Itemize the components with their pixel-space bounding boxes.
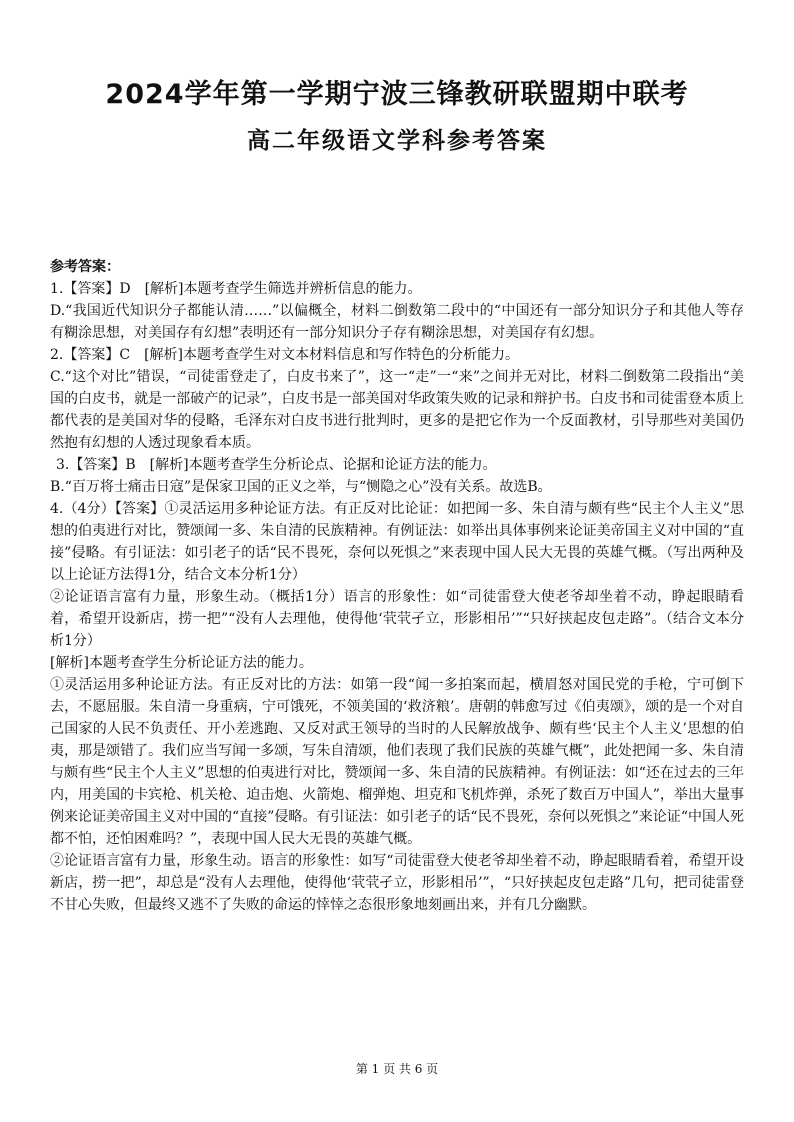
answer-3-header: 3.【答案】B [解析]本题考查学生分析论点、论据和论证方法的能力。 <box>56 457 497 473</box>
answer-4-part-1: 4.（4分）【答案】①灵活运用多种论证方法。有正反对比论证：如把闻一多、朱自清与颇有些“民主个人主义”思想的伯夷进行对比，赞颂闻一多、朱自清的民族精神。有例证法：如举出具体事例来论证美帝国主义对中国的“直接”侵略。有引证法：如引老子的话“民不畏死，奈何以死惧之”来表现中国人民大无畏的英雄气概。（写出两种及以上论证方法得1分，结合文本分析1分） <box>50 501 744 583</box>
answer-1-header: 1.【答案】D [解析]本题考查学生筛选并辨析信息的能力。 <box>50 281 422 297</box>
answer-4-analysis-1: ①灵活运用多种论证方法。有正反对比的方法：如第一段“闻一多拍案而起，横眉怒对国民党的手枪，宁可倒下去，不愿屈服。朱自清一身重病，宁可饿死，不领美国的‘救济粮’。唐朝的韩愈写过《伯夷颂》，颂的是一个对自己国家的人民不负责任、开小差逃跑、又反对武王领导的当时的人民解放战争、颇有些‘民主个人主义’思想的伯夷，那是颂错了。我们应当写闻一多颂，写朱自清颂，他们表现了我们民族的英雄气概”，此处把闻一多、朱自清与颇有些“民主个人主义”思想的伯夷进行对比，赞颂闻一多、朱自清的民族精神。有例证法：如“还在过去的三年内，用美国的卡宾枪、机关枪、迫击炮、火箭炮、榴弹炮、坦克和飞机炸弹，杀死了数百万中国人”，举出大量事例来论证美帝国主义对中国的“直接”侵略。有引证法：如引老子的话“民不畏死，奈何以死惧之”来论证“中国人死都不怕，还怕困难吗？”，表现中国人民大无畏的英雄气概。 <box>50 677 744 847</box>
answer-4-analysis-header: [解析]本题考查学生分析论证方法的能力。 <box>50 655 313 671</box>
answer-3-explanation: B.“百万将士痛击日寇”是保家卫国的正义之举，与“恻隐之心”没有关系。故选B。 <box>50 479 552 495</box>
answer-4-part-2: ②论证语言富有力量，形象生动。（概括1分）语言的形象性：如“司徒雷登大使老爷却坐着不动，睁起眼睛看着，希望开设新店，捞一把”“没有人去理他，使得他‘茕茕孑立，形影相吊’”“只好挟起皮包走路”。（结合文本分析1分） <box>50 589 744 649</box>
answer-2-header: 2.【答案】C [解析]本题考查学生对文本材料信息和写作特色的分析能力。 <box>50 347 519 363</box>
answer-2-explanation: C.“这个对比”错误，“司徒雷登走了，白皮书来了”，这一“走”一“来”之间并无对比，材料二倒数第二段指出“美国的白皮书，就是一部破产的记录”，白皮书是一部美国对华政策失败的记录和辩护书。白皮书和司徒雷登本质上都代表的是美国对华的侵略，毛泽东对白皮书进行批判时，更多的是把它作为一个反面教材，引导那些对美国仍然抱有幻想的人透过现象看本质。 <box>50 369 744 451</box>
answer-4-analysis-2: ②论证语言富有力量，形象生动。语言的形象性：如写“司徒雷登大使老爷却坐着不动，睁起眼睛看着，希望开设新店，捞一把”，却总是“没有人去理他，使得他‘茕茕孑立，形影相吊’”，“只好挟起皮包走路”几句，把司徒雷登不甘心失败，但最终又逃不了失败的命运的悻悻之态很形象地刻画出来，并有几分幽默。 <box>50 853 744 913</box>
page-footer: 第 1 页 共 6 页 <box>355 1062 439 1076</box>
answer-body <box>50 256 744 916</box>
document-title: 2024学年第一学期宁波三锋教研联盟期中联考 <box>105 79 689 110</box>
section-heading: 参考答案： <box>50 259 120 275</box>
answer-1-explanation: D.“我国近代知识分子都能认清……”以偏概全，材料二倒数第二段中的“中国还有一部分知识分子和其他人等存有糊涂思想，对美国存有幻想”表明还有一部分知识分子存有糊涂思想，对美国存有幻想。 <box>50 303 744 341</box>
document-subtitle: 高二年级语文学科参考答案 <box>247 128 547 154</box>
